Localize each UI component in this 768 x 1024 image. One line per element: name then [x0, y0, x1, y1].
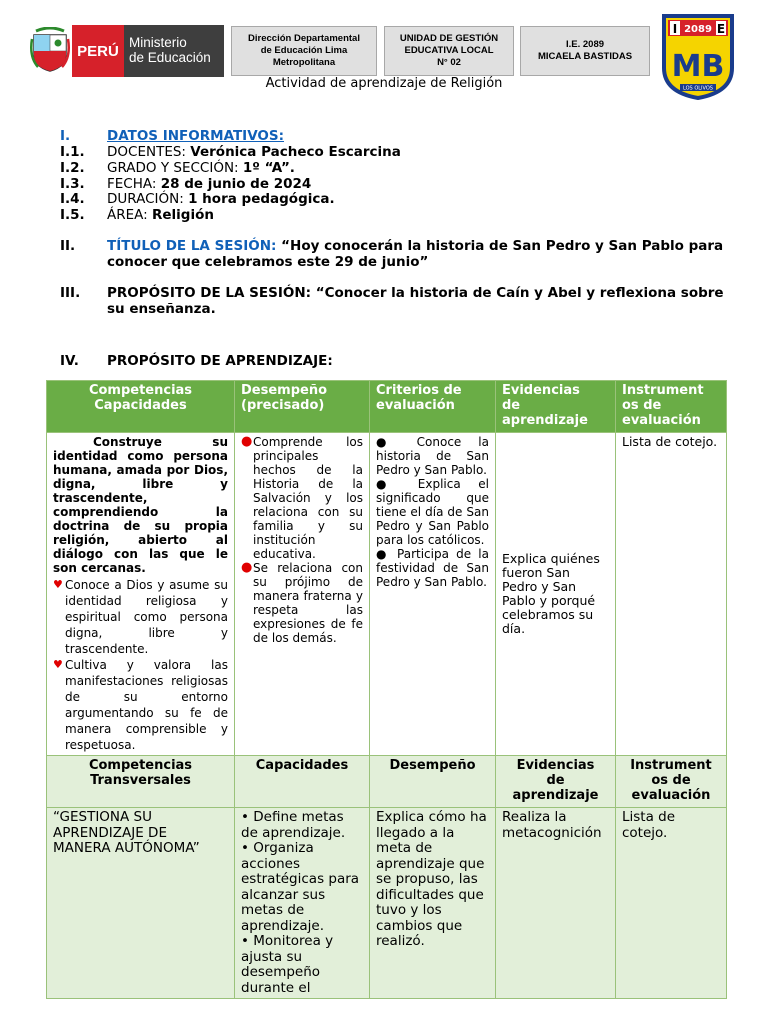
- peru-brand: PERÚ: [72, 25, 124, 77]
- red-dot-bullet-icon: ●: [241, 434, 253, 449]
- transversal-capacity-item: • Define metas de aprendizaje.: [241, 810, 346, 841]
- table-row: [47, 808, 727, 999]
- competence-title: Construye su identidad como persona humana, amada por Dios, digna, libre y trascendente, comprendiendo la doctrina de su propia religión, abierto al diálogo con las que le son cercanas.: [53, 435, 228, 575]
- transversal-evidence-cell: Realiza la metacognición: [496, 808, 616, 999]
- info-item-number: I.4.: [60, 191, 85, 207]
- col-header-instruments: Instrument os de evaluación: [616, 381, 727, 433]
- activity-title: Actividad de aprendizaje de Religión: [265, 76, 503, 91]
- criteria-item: ● Conoce la historia de San Pedro y San Pablo.: [376, 435, 489, 477]
- col-header-transversal-instruments: Instrument os de evaluación: [616, 756, 727, 808]
- evidence-cell: Explica quiénes fueron San Pedro y San Pablo y porqué celebramos su día.: [496, 433, 616, 756]
- school-box: I.E. 2089 MICAELA BASTIDAS: [520, 26, 650, 76]
- crest-number: 2089: [684, 24, 712, 35]
- criteria-item: ● Participa de la festividad de San Pedro y San Pablo.: [376, 547, 489, 589]
- learning-purpose-label: PROPÓSITO DE APRENDIZAJE:: [107, 353, 333, 369]
- ministry-name: Ministerio de Educación: [124, 25, 224, 77]
- info-item-label: GRADO Y SECCIÓN:: [107, 160, 243, 176]
- info-item-value: 28 de junio de 2024: [160, 176, 312, 192]
- capacity-item: ♥ Conoce a Dios y asume su identidad religiosa y espiritual como persona digna, libre y trascendente.: [53, 578, 228, 656]
- table-row: [47, 433, 727, 756]
- col-header-transversal-performance: Desempeño: [370, 756, 496, 808]
- col-header-evidence: Evidencias de aprendizaje: [496, 381, 616, 433]
- heart-bullet-icon: ♥: [53, 658, 63, 671]
- crest-letter-e: E: [716, 22, 726, 36]
- info-item-label: DURACIÓN:: [107, 191, 189, 207]
- performance-cell: [235, 433, 370, 756]
- info-item-value: 1º “A”.: [242, 160, 295, 176]
- info-item-value: Religión: [151, 207, 214, 223]
- section-iv-number: IV.: [60, 353, 79, 369]
- col-header-competencies: Competencias Capacidades: [47, 381, 235, 433]
- info-item-label: ÁREA:: [107, 207, 152, 223]
- ministry-of-education-logo: [72, 25, 224, 77]
- col-header-transversal-competencies: Competencias Transversales: [47, 756, 235, 808]
- instrument-cell: Lista de cotejo.: [616, 433, 727, 756]
- session-purpose-label: PROPÓSITO DE LA SESIÓN:: [107, 285, 316, 301]
- transversal-capacities-cell: [235, 808, 370, 999]
- dre-box: Dirección Departamental de Educación Lima Metropolitana: [231, 26, 377, 76]
- heart-bullet-icon: ♥: [53, 578, 63, 591]
- transversal-capacity-item: • Monitorea y ajusta su desempeño durante el: [241, 933, 334, 996]
- info-item-number: I.2.: [60, 160, 85, 176]
- col-header-criteria: Criterios de evaluación: [370, 381, 496, 433]
- transversal-instrument-cell: Lista de cotejo.: [616, 808, 727, 999]
- peru-coat-of-arms-icon: [30, 27, 70, 73]
- info-item-number: I.5.: [60, 207, 85, 223]
- document-header: [0, 0, 768, 110]
- red-dot-bullet-icon: ●: [241, 560, 253, 575]
- col-header-transversal-capacities: Capacidades: [235, 756, 370, 808]
- criteria-cell: [370, 433, 496, 756]
- section-iii-number: III.: [60, 285, 81, 301]
- col-header-transversal-evidence: Evidencias de aprendizaje: [496, 756, 616, 808]
- transversal-competence-cell: “GESTIONA SU APRENDIZAJE DE MANERA AUTÓNOMA”: [47, 808, 235, 999]
- info-item-label: FECHA:: [107, 176, 161, 192]
- section-ii-number: II.: [60, 238, 76, 254]
- section-i-title: DATOS INFORMATIVOS:: [107, 128, 285, 144]
- transversal-performance-cell: Explica cómo ha llegado a la meta de aprendizaje que se propuso, las dificultades que tuvo y los cambios que realizó.: [370, 808, 496, 999]
- transversal-capacity-item: • Organiza acciones estratégicas para alcanzar sus metas de aprendizaje.: [241, 840, 360, 934]
- session-title-label: TÍTULO DE LA SESIÓN:: [107, 238, 282, 254]
- crest-initials: MB: [671, 49, 725, 84]
- session-purpose: “Conocer la historia de Caín y Abel y reflexiona sobre su enseñanza.: [107, 285, 724, 317]
- info-item-label: DOCENTES:: [107, 144, 191, 160]
- section-i-number: I.: [60, 128, 71, 144]
- info-item-number: I.3.: [60, 176, 85, 192]
- criteria-item: ● Explica el significado que tiene el día de San Pedro y San Pablo para los católicos.: [376, 477, 489, 547]
- info-item-number: I.1.: [60, 144, 85, 160]
- ugel-box: UNIDAD DE GESTIÓN EDUCATIVA LOCAL N° 02: [384, 26, 514, 76]
- info-item-value: Verónica Pacheco Escarcina: [190, 144, 401, 160]
- table-header-row: [47, 381, 727, 433]
- crest-ribbon: LOS OLIVOS: [683, 85, 713, 92]
- session-title: “Hoy conocerán la historia de San Pedro y San Pablo para conocer que celebramos este 29 de junio”: [107, 238, 724, 270]
- transversal-header-row: [47, 756, 727, 808]
- crest-letter-i: I: [672, 22, 678, 36]
- col-header-performance: Desempeño (precisado): [235, 381, 370, 433]
- learning-purpose-table: [46, 380, 727, 999]
- performance-item: ● Se relaciona con su prójimo de manera fraterna y respeta las expresiones de fe de los demás.: [241, 560, 363, 645]
- performance-item: ● Comprende los principales hechos de la Historia de la Salvación y los relaciona con su familia y su institución educativa.: [241, 434, 363, 561]
- competence-cell: [47, 433, 235, 756]
- capacity-item: ♥ Cultiva y valora las manifestaciones religiosas de su entorno argumentando su fe de manera comprensible y respetuosa.: [53, 658, 228, 752]
- info-item-value: 1 hora pedagógica.: [188, 191, 335, 207]
